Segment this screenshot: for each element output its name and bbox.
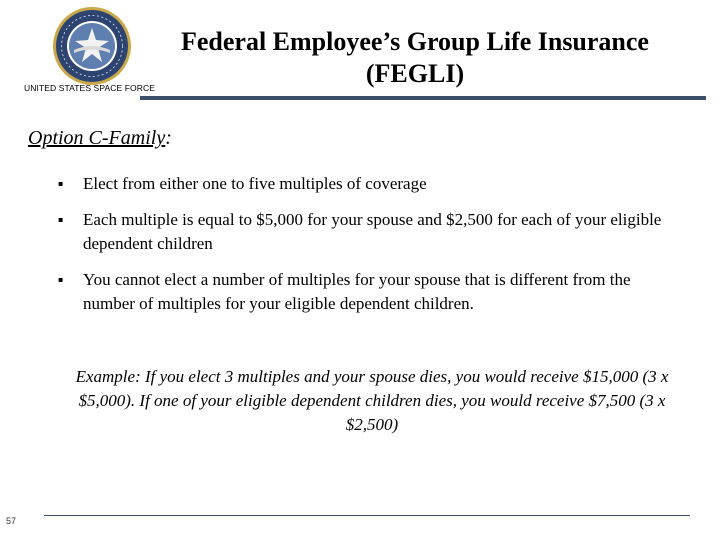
section-heading-label: Option C-Family: [28, 127, 166, 149]
page-title: [150, 26, 680, 90]
square-bullet-icon: ▪: [58, 275, 64, 284]
section-heading: [28, 125, 172, 151]
title-line-1: Federal Employee’s Group Life Insurance: [181, 27, 649, 56]
org-label: UNITED STATES SPACE FORCE: [24, 83, 155, 93]
bullet-text: Elect from either one to five multiples of coverage: [83, 174, 427, 193]
bullet-item: [58, 268, 678, 316]
title-line-2: (FEGLI): [365, 59, 465, 88]
bullet-item: [58, 172, 678, 196]
bullet-text: You cannot elect a number of multiples for your spouse that is different from the number of multiples for your eligible dependent children.: [83, 270, 631, 313]
page-number: 57: [6, 516, 17, 526]
title-divider: [140, 96, 706, 100]
bullet-item: [58, 208, 678, 256]
example-paragraph: Example: If you elect 3 multiples and your spouse dies, you would receive $15,000 (3 x $5,000). If one of your eligible dependent children dies, you would receive $7,500 (3 x $2,500): [75, 367, 669, 434]
footer-divider: [44, 515, 690, 516]
square-bullet-icon: ▪: [58, 215, 64, 224]
square-bullet-icon: ▪: [58, 179, 64, 188]
bullet-list: [58, 172, 678, 316]
section-heading-suffix: :: [165, 127, 172, 149]
bullet-text: Each multiple is equal to $5,000 for your spouse and $2,500 for each of your eligible dependent children: [83, 210, 662, 253]
department-seal-icon: [52, 6, 132, 86]
